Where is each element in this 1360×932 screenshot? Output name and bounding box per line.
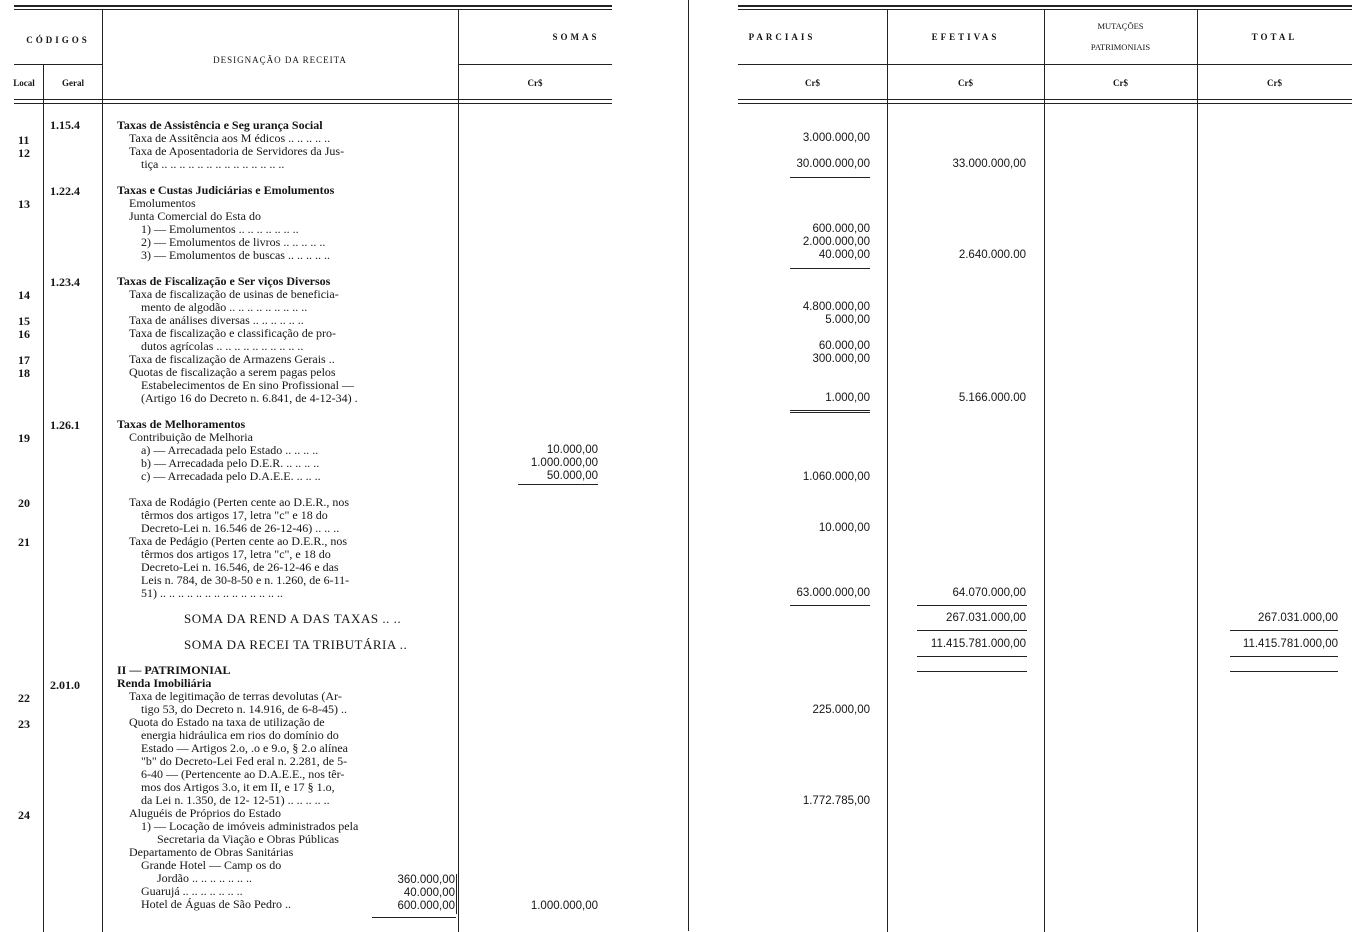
parcial-value: 60.000,00 — [818, 340, 870, 352]
subtotal-rule — [790, 605, 870, 606]
soma-value: 50.000,00 — [546, 470, 598, 482]
parcial-value: 3.000.000,00 — [802, 132, 870, 144]
revenue-line: Taxa de Pedágio (Perten cente ao D.E.R., nos — [129, 535, 348, 548]
revenue-line: Jordão .. .. .. .. .. .. .. — [157, 872, 252, 885]
revenue-line: Grande Hotel — Camp os do — [141, 859, 282, 872]
total-value: 267.031.000,00 — [1258, 612, 1338, 624]
revenue-line: Emolumentos — [129, 197, 196, 210]
designacao-header: DESIGNAÇÃO DA RECEITA — [213, 55, 347, 65]
soma-value: 1.000.000,00 — [530, 900, 598, 912]
subtotal-rule — [372, 917, 456, 918]
soma-value: 1.000.000,00 — [530, 457, 598, 469]
inner-divider — [456, 874, 457, 914]
soma-value: 10.000,00 — [546, 444, 598, 456]
local-code: 23 — [18, 717, 30, 731]
revenue-line: Estado — Artigos 2.o, .o e 9.o, § 2.o alínea — [141, 742, 348, 755]
revenue-line: 51) .. .. .. .. .. .. .. .. .. .. .. .. .. .. — [141, 587, 283, 600]
revenue-group — [117, 184, 453, 262]
revenue-line: 6-40 — (Pertencente ao D.A.E.E., nos têr- — [141, 768, 345, 781]
revenue-line: Contribuição de Melhoria — [129, 431, 253, 444]
parcial-value: 1.772.785,00 — [802, 795, 870, 807]
subtotal-rule — [917, 630, 1027, 631]
subtotal-rule — [917, 605, 1027, 606]
revenue-line: Taxa de legitimação de terras devolutas (Ar- — [129, 690, 342, 703]
group-title: Taxas e Custas Judiciárias e Emolumentos — [117, 183, 335, 197]
efetiva-value: 2.640.000.00 — [958, 249, 1026, 261]
subtotal-rule — [790, 412, 870, 413]
total-rule — [1230, 671, 1338, 672]
parcial-value: 300.000,00 — [812, 353, 870, 365]
local-code: 24 — [18, 808, 30, 822]
local-code: 13 — [18, 197, 30, 211]
soma-taxas-label: SOMA DA REND A DAS TAXAS .. .. — [184, 611, 402, 626]
revenue-line: energia hidráulica em rios do domínio do — [141, 729, 339, 742]
hotel-value: 40.000,00 — [403, 887, 455, 899]
revenue-line: a) — Arrecadada pelo Estado .. .. .. .. — [141, 444, 319, 457]
parcial-value: 30.000.000,00 — [796, 158, 870, 170]
somas-currency: Cr$ — [527, 78, 543, 88]
local-code: 17 — [18, 353, 30, 367]
local-code: 19 — [18, 431, 30, 445]
revenue-line: Taxa de Aposentadoria de Servidores da Jus- — [129, 145, 345, 158]
revenue-group — [117, 119, 453, 171]
mutacoes-header: MUTAÇÕES — [1097, 21, 1144, 31]
total-rule — [917, 671, 1027, 672]
revenue-line: Taxa de análises diversas .. .. .. .. .. .. — [129, 314, 304, 327]
revenue-line: Decreto-Lei n. 16.546 de 26-12-46) .. .. .. — [141, 522, 340, 535]
patrimoniais-header: PATRIMONIAIS — [1090, 42, 1151, 52]
header-rule — [458, 64, 612, 65]
efetiva-value: 64.070.000,00 — [952, 587, 1026, 599]
local-code: 15 — [18, 314, 30, 328]
revenue-line: (Artigo 16 do Decreto n. 6.841, de 4-12-34) . — [141, 392, 358, 405]
parcial-value: 40.000,00 — [818, 249, 870, 261]
page-gutter — [688, 0, 689, 931]
col-divider — [1197, 10, 1198, 932]
revenue-line: Taxa de Assitência aos M édicos .. .. .. .. .. — [129, 132, 331, 145]
col-divider — [887, 10, 888, 932]
revenue-line: da Lei n. 1.350, de 12- 12-51) .. .. .. .. .. — [141, 794, 330, 807]
parcial-value: 63.000.000,00 — [796, 587, 870, 599]
header-rule — [738, 64, 1352, 65]
col-divider — [1044, 10, 1045, 932]
revenue-line: Junta Comercial do Esta do — [129, 210, 261, 223]
local-code: 21 — [18, 535, 30, 549]
header-bottom-rule — [738, 99, 1352, 100]
col-divider — [43, 64, 44, 932]
group-title: Taxas de Melhoramentos — [117, 417, 246, 431]
revenue-line: Taxa de Rodágio (Perten cente ao D.E.R., nos — [129, 496, 350, 509]
soma-tributaria-label: SOMA DA RECEI TA TRIBUTÁRIA .. — [184, 637, 408, 652]
parcial-value: 10.000,00 — [818, 522, 870, 534]
efetivas-header: EFETIVAS — [931, 32, 1000, 42]
parcial-value: 4.800.000,00 — [802, 301, 870, 313]
top-rule — [738, 9, 1352, 10]
local-code: 12 — [18, 146, 30, 160]
revenue-line: mento de algodão .. .. .. .. .. .. .. .. .. — [141, 301, 308, 314]
top-rule — [738, 5, 1352, 7]
col-divider — [458, 10, 459, 932]
parcial-value: 5.000,00 — [825, 314, 870, 326]
total-currency: Cr$ — [1267, 78, 1282, 88]
revenue-line: Guarujá .. .. .. .. .. .. .. — [141, 885, 243, 898]
revenue-line: 3) — Emolumentos de buscas .. .. .. .. .. — [141, 249, 330, 262]
geral-code: 1.23.4 — [50, 275, 80, 289]
total-value: 11.415.781.000,00 — [1242, 638, 1338, 650]
total-header: TOTAL — [1251, 32, 1298, 42]
geral-header: Geral — [62, 78, 84, 88]
hotel-value: 600.000,00 — [397, 900, 455, 912]
revenue-line: Taxa de fiscalização de usinas de beneficia- — [129, 288, 339, 301]
geral-code: 1.22.4 — [50, 184, 80, 198]
revenue-group — [117, 275, 453, 405]
revenue-group — [117, 496, 453, 600]
somas-header: SOMAS — [552, 32, 600, 42]
revenue-line: Decreto-Lei n. 16.546, de 26-12-46 e das — [141, 561, 339, 574]
efetiva-total: 267.031.000,00 — [946, 612, 1026, 624]
header-bottom-rule — [738, 103, 1352, 104]
revenue-line: mos dos Artigos 3.o, it em II, e 17 § 1.o, — [141, 781, 335, 794]
revenue-line: Leis n. 784, de 30-8-50 e n. 1.260, de 6-11- — [141, 574, 350, 587]
local-code: 18 — [18, 366, 30, 380]
geral-code: 1.26.1 — [50, 418, 80, 432]
parciais-currency: Cr$ — [805, 78, 820, 88]
subtotal-rule — [790, 177, 870, 178]
revenue-line: Taxa de fiscalização de Armazens Gerais .. — [129, 353, 335, 366]
top-rule — [14, 9, 612, 10]
header-bottom-rule — [14, 99, 612, 100]
revenue-group — [117, 418, 453, 483]
subtotal-rule — [1230, 630, 1338, 631]
revenue-line: Estabelecimentos de En sino Profissional — — [141, 379, 354, 392]
parcial-value: 1.000,00 — [825, 392, 870, 404]
col-divider — [102, 10, 103, 932]
local-header: Local — [13, 78, 35, 88]
parcial-value: 2.000.000,00 — [802, 236, 870, 248]
total-rule — [917, 656, 1027, 657]
revenue-line: b) — Arrecadada pelo D.E.R. .. .. .. .. — [141, 457, 320, 470]
header-bottom-rule — [14, 103, 612, 104]
revenue-line: Secretaria da Viação e Obras Públicas — [157, 833, 339, 846]
revenue-line: 1) — Emolumentos .. .. .. .. .. .. .. — [141, 223, 299, 236]
subtotal-rule — [790, 410, 870, 411]
local-code: 22 — [18, 691, 30, 705]
revenue-line: Taxa de fiscalização e classificação de pro- — [129, 327, 337, 340]
local-code: 20 — [18, 496, 30, 510]
geral-code: 2.01.0 — [50, 678, 80, 692]
mutacoes-currency: Cr$ — [1113, 78, 1128, 88]
group-title: Taxas de Fiscalização e Ser viços Diversos — [117, 274, 331, 288]
parcial-value: 600.000,00 — [812, 223, 870, 235]
revenue-line: têrmos dos artigos 17, letra "c" e 18 do — [141, 509, 328, 522]
revenue-line: Departamento de Obras Sanitárias — [129, 846, 294, 859]
revenue-line: dutos agrícolas .. .. .. .. .. .. .. .. .. .. — [141, 340, 304, 353]
local-code: 16 — [18, 327, 30, 341]
parcial-value: 225.000,00 — [812, 704, 870, 716]
revenue-line: Quota do Estado na taxa de utilização de — [129, 716, 325, 729]
revenue-line: tiça .. .. .. .. .. .. .. .. .. .. .. .. .. .. — [141, 158, 285, 171]
section-title: II — PATRIMONIAL — [117, 663, 231, 677]
revenue-line: têrmos dos artigos 17, letra "c", e 18 do — [141, 548, 331, 561]
efetiva-total: 11.415.781.000,00 — [930, 638, 1026, 650]
group-title: Taxas de Assistência e Seg urança Social — [117, 118, 323, 132]
geral-code: 1.15.4 — [50, 118, 80, 132]
efetiva-value: 33.000.000,00 — [952, 158, 1026, 170]
codigos-header: CÓDIGOS — [26, 35, 90, 45]
subtotal-rule — [518, 484, 598, 485]
top-rule — [14, 5, 612, 7]
revenue-line: Aluguéis de Próprios do Estado — [129, 807, 281, 820]
total-rule — [1230, 656, 1338, 657]
local-code: 14 — [18, 288, 30, 302]
local-code: 11 — [18, 133, 30, 147]
revenue-line: 2) — Emolumentos de livros .. .. .. .. .. — [141, 236, 326, 249]
revenue-line: 1) — Locação de imóveis administrados pela — [141, 820, 359, 833]
revenue-line: tigo 53, do Decreto n. 14.916, de 6-8-45) .. — [141, 703, 347, 716]
efetivas-currency: Cr$ — [958, 78, 973, 88]
header-rule — [14, 64, 102, 65]
efetiva-value: 5.166.000.00 — [958, 392, 1026, 404]
parcial-value: 1.060.000,00 — [802, 471, 870, 483]
group-title: Renda Imobiliária — [117, 676, 212, 690]
revenue-line: Hotel de Águas de São Pedro .. — [141, 898, 291, 911]
revenue-line: Quotas de fiscalização a serem pagas pelos — [129, 366, 336, 379]
revenue-line: "b" do Decreto-Lei Fed eral n. 2.281, de 5- — [141, 755, 348, 768]
hotel-value: 360.000,00 — [397, 874, 455, 886]
revenue-line: c) — Arrecadada pelo D.A.E.E. .. .. .. — [141, 470, 321, 483]
parciais-header: PARCIAIS — [748, 32, 816, 42]
subtotal-rule — [790, 268, 870, 269]
